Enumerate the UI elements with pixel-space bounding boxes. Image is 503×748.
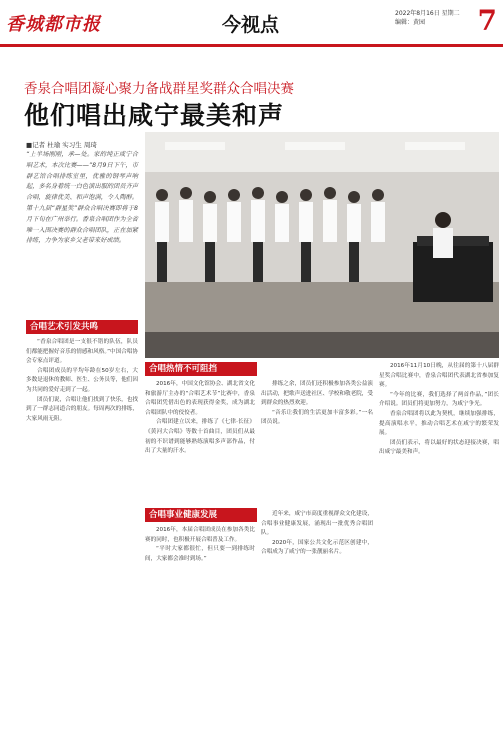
text-column-1 bbox=[26, 338, 138, 743]
paper-name: 香城都市报 bbox=[6, 14, 101, 35]
paragraph: “香泉合唱团是一支很不错的队伍，队员们都能把握好音乐的情感和风格。”中国合唱协会专家点评道。 bbox=[26, 339, 138, 365]
issue-date: 2022年8月16日 星期二 bbox=[395, 10, 460, 17]
paragraph: “今年的比赛，我们选择了两首作品，”团长介绍说。团员们将更加努力，为咸宁争光。 bbox=[379, 391, 499, 408]
article-subhead: 香泉合唱团凝心聚力备战群星奖群众合唱决赛 bbox=[24, 81, 294, 97]
paragraph: 近年来，咸宁市高度重视群众文化建设，合唱事业健康发展，涌现出一批优秀合唱团队。 bbox=[261, 511, 373, 537]
section-bar-3: 合唱事业健康发展 bbox=[145, 508, 257, 522]
paragraph: 团员们说，合唱让他们找到了快乐，也找到了一群志同道合的朋友。每周两次的排练，大家风雨无阻。 bbox=[26, 396, 138, 422]
choir-photo-illustration bbox=[145, 132, 499, 358]
paragraph: 香泉合唱团将以此为契机，继续加强排练，提高演唱水平，推动合唱艺术在咸宁的繁荣发展。 bbox=[379, 410, 499, 437]
page-number: 7 bbox=[477, 4, 497, 37]
paragraph: 合唱团成员的平均年龄在50岁左右，大多数是退休的教师、医生、公务员等，他们因为共同的爱好走到了一起。 bbox=[26, 367, 138, 393]
section-title: 今视点 bbox=[222, 14, 280, 36]
editor-credit: 编辑：黄园 bbox=[395, 19, 426, 26]
paragraph: 2020年，国家公共文化示范区创建中，合唱成为了咸宁的一张靓丽名片。 bbox=[261, 539, 373, 556]
masthead bbox=[0, 0, 503, 60]
article-headline: 他们唱出咸宁最美和声 bbox=[24, 101, 285, 130]
text-column-2 bbox=[145, 380, 255, 505]
paragraph: “平时大家都很忙，但只要一到排练时间，大家都会准时到场。” bbox=[145, 546, 255, 562]
paragraph: 合唱团建立以来，排练了《七律·长征》《黄河大合唱》等数十首曲目，团员们从最初的不识谱到能够熟练演唱多声部作品，付出了大量的汗水。 bbox=[145, 419, 255, 455]
paragraph: “音乐让我们的生活更加丰富多彩。”一名团员说。 bbox=[261, 409, 373, 426]
text-column-5 bbox=[145, 526, 255, 741]
section-bar-1: 合唱艺术引发共鸣 bbox=[26, 320, 138, 334]
text-column-3 bbox=[261, 380, 373, 505]
masthead-rule bbox=[0, 44, 503, 47]
paragraph: 2016年，本届合唱团成员在参加各类比赛的同时，也积极开展合唱普及工作。 bbox=[145, 527, 255, 543]
text-column-6 bbox=[261, 510, 373, 742]
paragraph: 2016年，中国文化馆协会、湖北省文化和旅游厅主办的“合唱艺术节”比赛中，香泉合唱团凭借出色的表现获得金奖，成为湖北合唱团队中的佼佼者。 bbox=[145, 381, 255, 416]
issue-meta bbox=[395, 9, 475, 27]
text-column-4 bbox=[379, 362, 499, 742]
section-bar-2: 合唱热情不可阻挡 bbox=[145, 362, 257, 376]
choir-photo bbox=[145, 132, 499, 358]
paragraph: 2016年11月10日晚，从往届的第十八届群星奖合唱比赛中，香泉合唱团代表湖北省参加复赛。 bbox=[379, 363, 499, 389]
intro-paragraph: “上半场刚刚，承—处。家的纯正咸宁合唱艺术，本次比赛——”8月9日下午，市群艺馆合唱排练室里，优雅的钢琴声响起，多名身着统一白色演出服的团员齐声合唱，旋律优美、和声饱满，令人陶醉。第十九届“群星奖”群众合唱决赛即将于8月下旬在广州举行。香泉合唱团作为全省唯一入围决赛的群众合唱团队，正在加紧排练，力争为家乡父老带来好成绩。 bbox=[26, 151, 138, 245]
byline: ■记者 杜瑜 实习生 周琦 bbox=[26, 141, 97, 149]
paragraph: 团员们表示，将以最好的状态迎接决赛，唱出咸宁最美和声。 bbox=[379, 439, 499, 456]
paragraph: 排练之余，团员们还积极参加各类公益演出活动，把歌声送进社区、学校和敬老院，受到群众的热烈欢迎。 bbox=[261, 381, 373, 407]
